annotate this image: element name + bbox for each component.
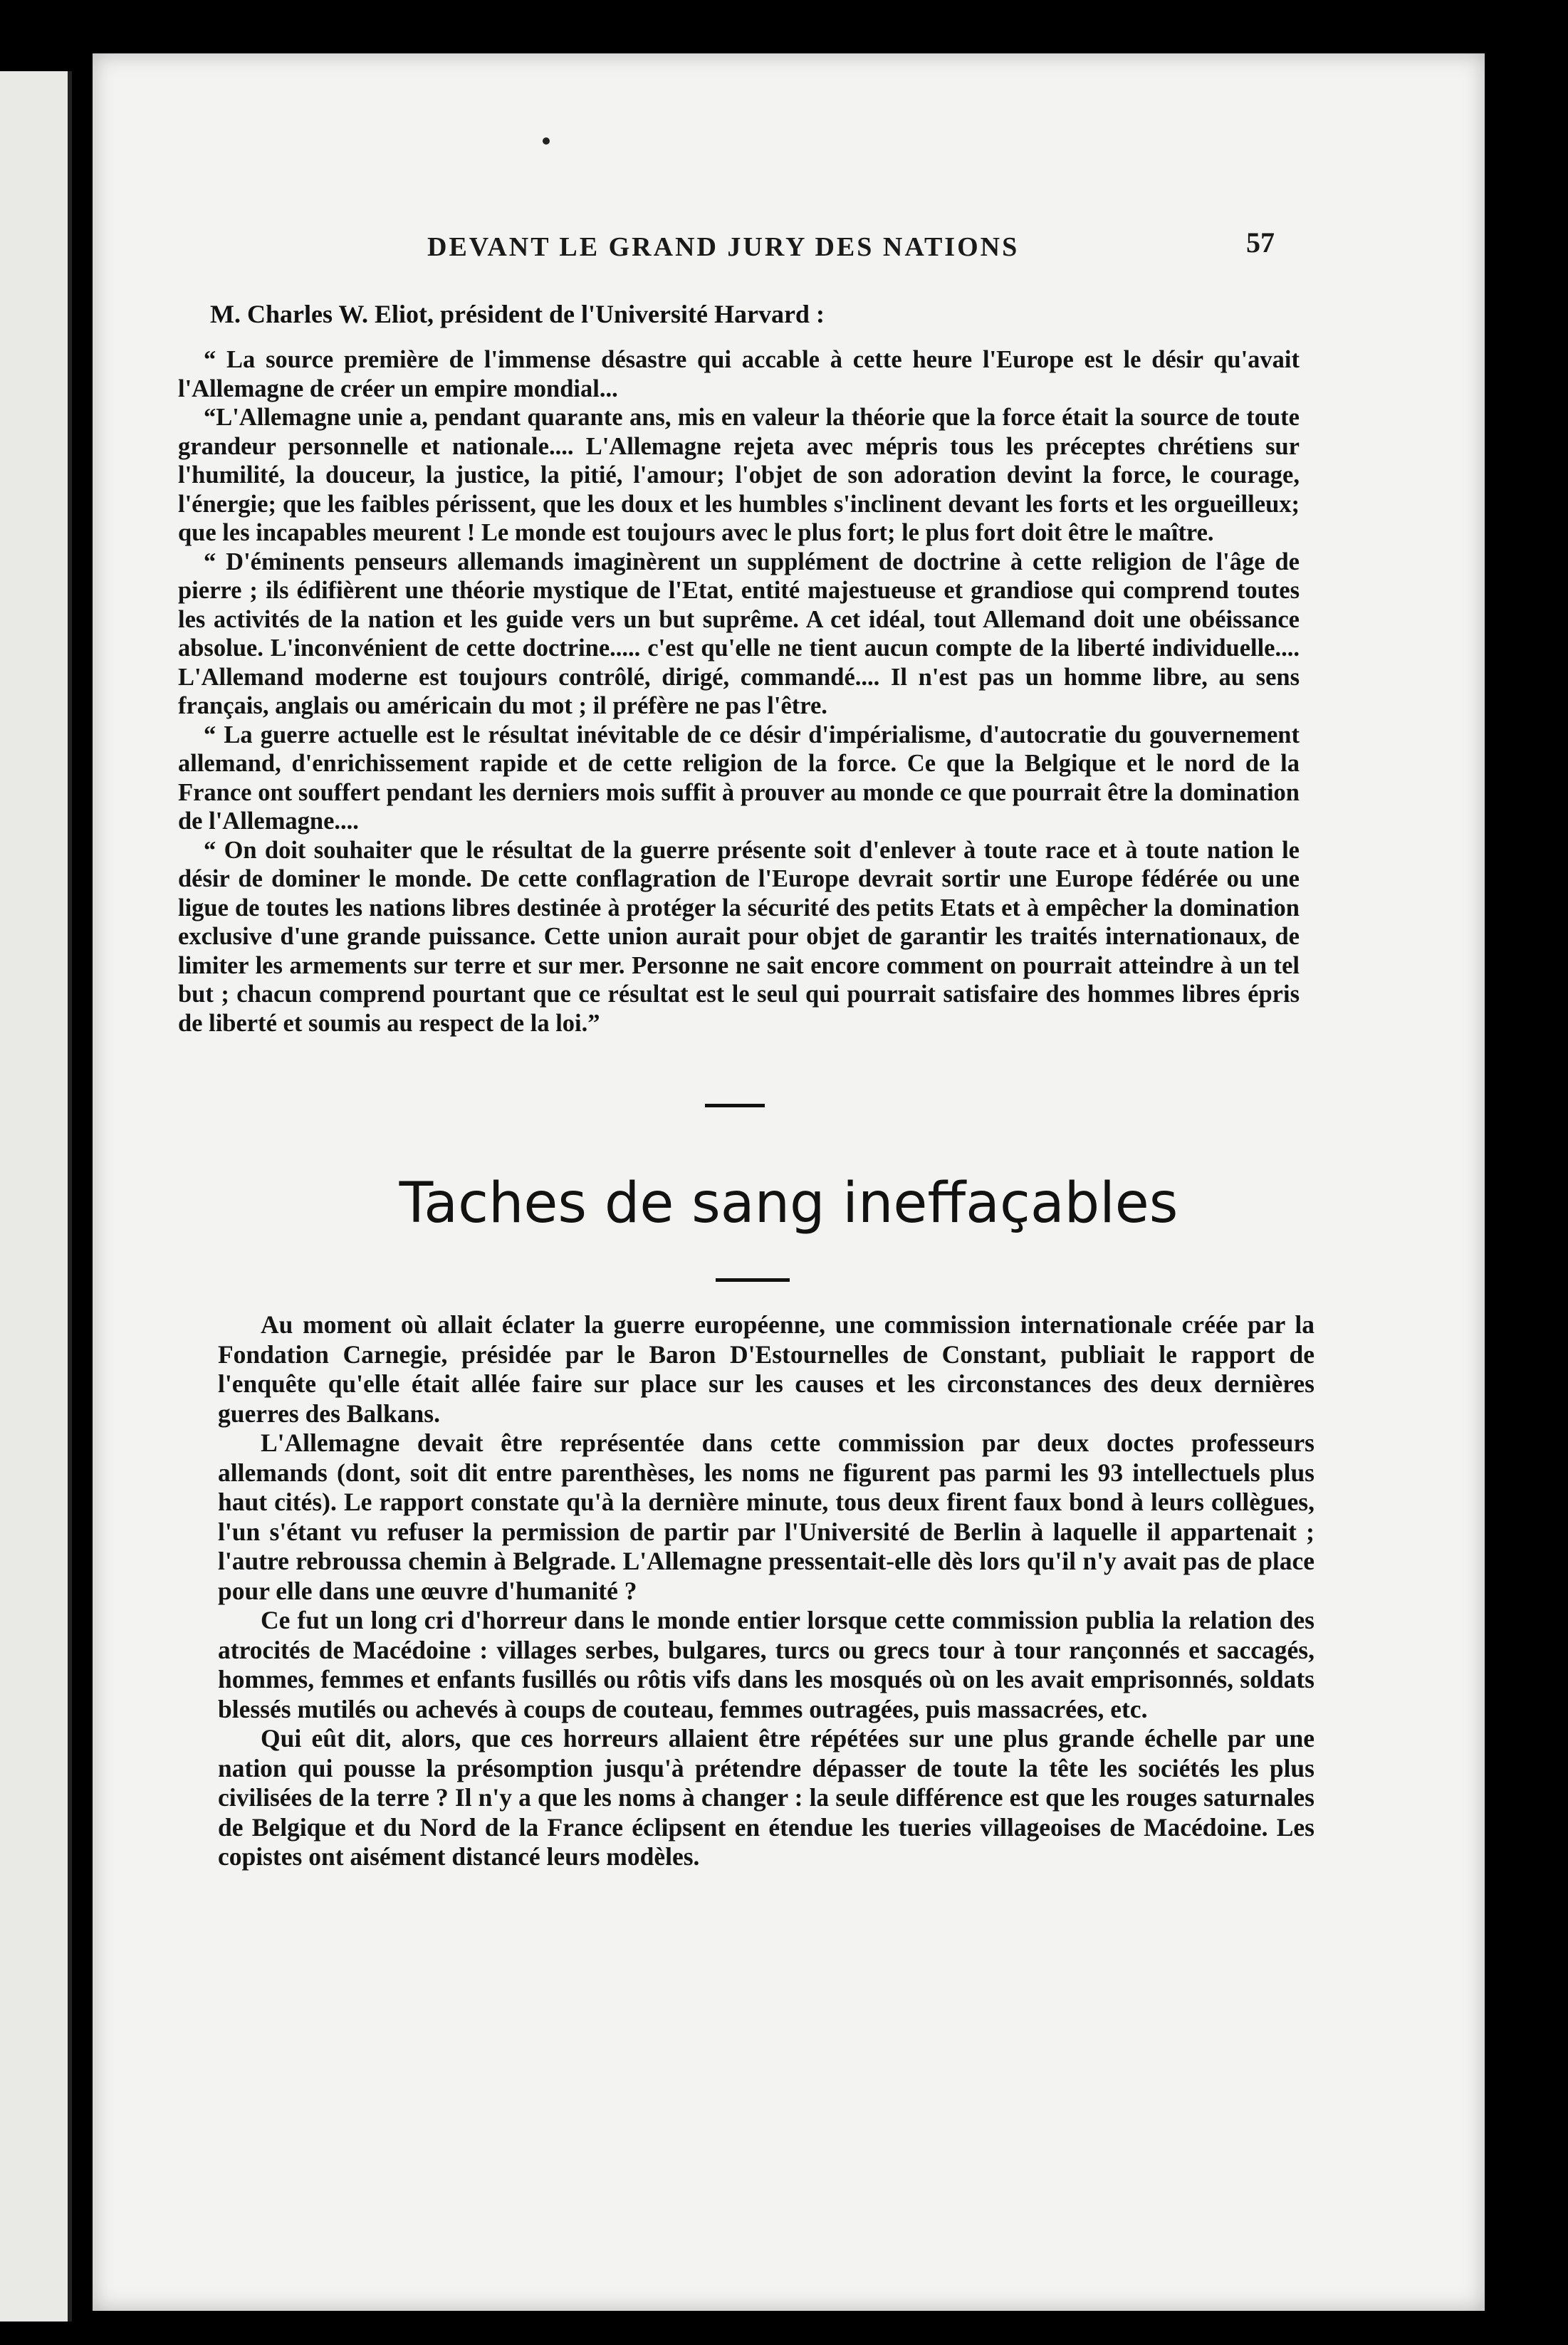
ink-dot	[543, 137, 550, 145]
section-divider-top	[705, 1104, 765, 1107]
body-paragraph: Au moment où allait éclater la guerre européenne, une commission internationale créée par la Fondation Carnegie, présidée par le Baron D'Estournelles de Constant, publiait le rapport de l'enquête qu'elle était allée faire sur place sur les causes et les circonstances des deux dernières guerres des Balkans.	[218, 1310, 1314, 1428]
section-divider-bottom	[716, 1278, 790, 1282]
section-title: Taches de sang ineffaçables	[399, 1171, 1178, 1236]
section-body	[218, 1310, 1314, 1872]
quote-paragraph: “ La source première de l'immense désastre qui accable à cette heure l'Europe est le désir qu'avait l'Allemagne de créer un empire mondial...	[178, 346, 1300, 402]
running-header: DEVANT LE GRAND JURY DES NATIONS	[427, 232, 1020, 262]
quote-paragraph: “ On doit souhaiter que le résultat de la guerre présente soit d'enlever à toute race et à toute nation le désir de dominer le monde. De cette conflagration de l'Europe devrait sortir une Europe fédérée ou une ligue de toutes les nations libres destinée à protéger la sécurité des petits Etats et à empêcher la domination exclusive d'une grande puissance. Cette union aurait pour objet de garantir les traités internationaux, de limiter les armements sur terre et sur mer. Personne ne sait encore comment on pourrait atteindre à un tel but ; chacun comprend pourtant que ce résultat est le seul qui pourrait satisfaire des hommes libres épris de liberté et soumis au respect de la loi.”	[178, 836, 1300, 1037]
body-paragraph: Qui eût dit, alors, que ces horreurs allaient être répétées sur une plus grande échelle par une nation qui pousse la présomption jusqu'à prétendre dépasser de toute la tête les sociétés les plus civilisées de la terre ? Il n'y a que les noms à changer : la seule différence est que les rouges saturnales de Belgique et du Nord de la France éclipsent en étendue les tueries villageoises de Macédoine. Les copistes ont aisément distancé leurs modèles.	[218, 1724, 1314, 1871]
body-paragraph: L'Allemagne devait être représentée dans cette commission par deux doctes professeurs allemands (dont, soit dit entre parenthèses, les noms ne figurent pas parmi les 93 intellectuels plus haut cités). Le rapport constate qu'à la dernière minute, tous deux firent faux bond à leurs collègues, l'un s'étant vu refuser la permission de partir par l'Université de Berlin à laquelle il appartenait ; l'autre rebroussa chemin à Belgrade. L'Allemagne pressentait-elle dès lors qu'il n'y avait pas de place pour elle dans une œuvre d'humanité ?	[218, 1429, 1314, 1605]
book-page	[93, 53, 1485, 2311]
quote-paragraph: “L'Allemagne unie a, pendant quarante ans, mis en valeur la théorie que la force était la source de toute grandeur personnelle et nationale.... L'Allemagne rejeta avec mépris tous les préceptes chrétiens sur l'humilité, la douceur, la justice, la pitié, l'amour; l'objet de son adoration devint la force, le courage, l'énergie; que les faibles périssent, que les doux et les humbles s'inclinent devant les forts et les orgueilleux; que les incapables meurent ! Le monde est toujours avec le plus fort; le plus fort doit être le maître.	[178, 404, 1300, 546]
speaker-attribution: M. Charles W. Eliot, président de l'Université Harvard :	[210, 300, 825, 328]
body-paragraph: Ce fut un long cri d'horreur dans le monde entier lorsque cette commission publia la relation des atrocités de Macédoine : villages serbes, bulgares, turcs ou grecs tour à tour rançonnés et saccagés, hommes, femmes et enfants fusillés ou rôtis vifs dans les mosqués où on les avait emprisonnés, soldats blessés mutilés ou achevés à coups de couteau, femmes outragées, puis massacrées, etc.	[218, 1606, 1314, 1723]
quote-paragraph: “ La guerre actuelle est le résultat inévitable de ce désir d'impérialisme, d'autocratie du gouvernement allemand, d'enrichissement rapide et de cette religion de la force. Ce que la Belgique et le nord de la France ont souffert pendant les derniers mois suffit à prouver au monde ce que pourrait être la domination de l'Allemagne....	[178, 721, 1300, 835]
quote-paragraph: “ D'éminents penseurs allemands imaginèrent un supplément de doctrine à cette religion de l'âge de pierre ; ils édifièrent une théorie mystique de l'Etat, entité majestueuse et grandiose qui comprend toutes les activités de la nation et les guide vers un but suprême. A cet idéal, tout Allemand doit une obéissance absolue. L'inconvénient de cette doctrine..... c'est qu'elle ne tient aucun compte de la liberté individuelle.... L'Allemand moderne est toujours contrôlé, dirigé, commandé.... Il n'est pas un homme libre, au sens français, anglais ou américain du mot ; il préfère ne pas l'être.	[178, 548, 1300, 719]
previous-page-edge	[0, 71, 72, 2322]
page-number: 57	[1246, 226, 1275, 258]
quotation-block	[178, 345, 1300, 1038]
